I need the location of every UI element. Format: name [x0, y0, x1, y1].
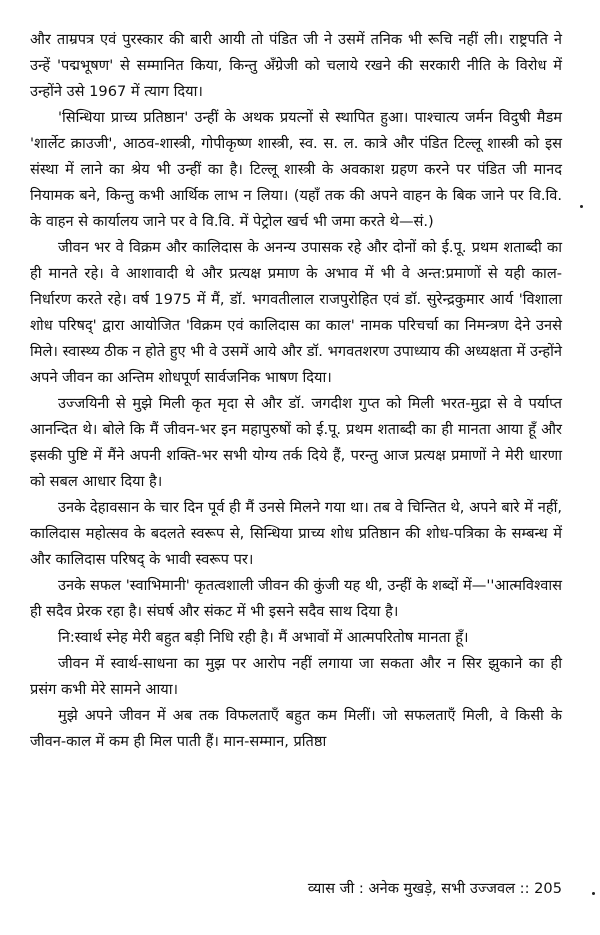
paragraph-ujjayini: उज्जयिनी से मुझे मिली कृत मृदा से और डॉ. जगदीश गुप्त को मिली भरत-मुद्रा से वे पर्याप्त आनन्दित थे। बोले कि मैं जीवन-भर इन महापुरुषों को ई.पू. प्रथम शताब्दी का ही मानता आया हूँ और इसकी पुष्टि में मैंने अपनी शक्ति-भर सभी योग्य तर्क दिये हैं, परन्तु आज प्रत्यक्ष प्रमाणों ने मेरी धारणा को सबल आधार दिया है।	[30, 395, 562, 490]
scindia-institute-text: 'सिन्धिया प्राच्य प्रतिष्ठान' उन्हीं के अथक प्रयत्नों से स्थापित हुआ। पाश्चात्य जर्मन विदुषी मैडम 'शार्लेट क्राउजी', आठव-शास्त्री, गोपीकृष्ण शास्त्री, स्व. स. ल. कात्रे और पंडित टिल्लू शास्त्री को इस संस्था में लाने का श्रेय भी उन्हीं का है। टिल्लू शास्त्री के अवकाश ग्रहण करने पर पंडित जी मानद नियामक बने, किन्तु कभी आर्थिक लाभ न लिया।	[30, 109, 562, 204]
scan-speck-mark	[580, 205, 583, 208]
editor-note: (यहाँ तक की अपने वाहन के बिक जाने पर वि.वि. के वाहन से कार्यालय जाने पर वे वि.वि. में पेट्रोल खर्च भी जमा करते थे—सं.)	[30, 187, 562, 230]
page-footer: व्यास जी : अनेक मुखड़े, सभी उज्जवल :: 205	[307, 880, 562, 897]
scan-speck-mark	[592, 892, 595, 895]
paragraph-vikram-kalidas: जीवन भर वे विक्रम और कालिदास के अनन्य उपासक रहे और दोनों को ई.पू. प्रथम शताब्दी का ही मानते रहे। वे आशावादी थे और प्रत्यक्ष प्रमाण के अभाव में भी वे अन्त:प्रमाणों से यही काल-निर्धारण करते रहे। वर्ष 1975 में मैं, डॉ. भगवतीलाल राजपुरोहित एवं डॉ. सुरेन्द्रकुमार आर्य 'विशाला शोध परिषद्' द्वारा आयोजित 'विक्रम एवं कालिदास का काल' नामक परिचर्चा का निमन्त्रण देने उनसे मिले। स्वास्थ्य ठीक न होते हुए भी वे उसमें आये और डॉ. भगवतशरण उपाध्याय की अध्यक्षता में उन्होंने अपने जीवन का अन्तिम शोधपूर्ण सार्वजनिक भाषण दिया।	[30, 239, 562, 386]
paragraph-no-selfishness: जीवन में स्वार्थ-साधना का मुझ पर आरोप नहीं लगाया जा सकता और न सिर झुकाने का ही प्रसंग कभी मेरे सामने आया।	[30, 655, 562, 698]
paragraph-failures: मुझे अपने जीवन में अब तक विफलताएँ बहुत कम मिलीं। जो सफलताएँ मिली, वे किसी के जीवन-काल में कम ही मिल पाती हैं। मान-सम्मान, प्रतिष्ठा	[30, 707, 562, 750]
paragraph-padmabhushan: और ताम्रपत्र एवं पुरस्कार की बारी आयी तो पंडित जी ने उसमें तनिक भी रूचि नहीं ली। राष्ट्रपति ने उन्हें 'पद्मभूषण' से सम्मानित किया, किन्तु अँग्रेजी को चलाये रखने की सरकारी नीति के विरोध में उन्होंने उसे 1967 में त्याग दिया।	[30, 31, 562, 100]
paragraph-self-confidence: उनके सफल 'स्वाभिमानी' कृतत्वशाली जीवन की कुंजी यह थी, उन्हीं के शब्दों में—''आत्मविश्वास ही सदैव प्रेरक रहा है। संघर्ष और संकट में भी इसने सदैव साथ दिया है।	[30, 577, 562, 620]
paragraph-scindia-institute	[30, 105, 562, 235]
page-body	[30, 27, 562, 755]
paragraph-last-visit: उनके देहावसान के चार दिन पूर्व ही मैं उनसे मिलने गया था। तब वे चिन्तित थे, अपने बारे में नहीं, कालिदास महोत्सव के बदलते स्वरूप से, सिन्धिया प्राच्य शोध प्रतिष्ठान की शोध-पत्रिका के सम्बन्ध में और कालिदास परिषद् के भावी स्वरूप पर।	[30, 499, 562, 568]
paragraph-selfless-affection: नि:स्वार्थ स्नेह मेरी बहुत बड़ी निधि रही है। मैं अभावों में आत्मपरितोष मानता हूँ।	[58, 629, 469, 646]
